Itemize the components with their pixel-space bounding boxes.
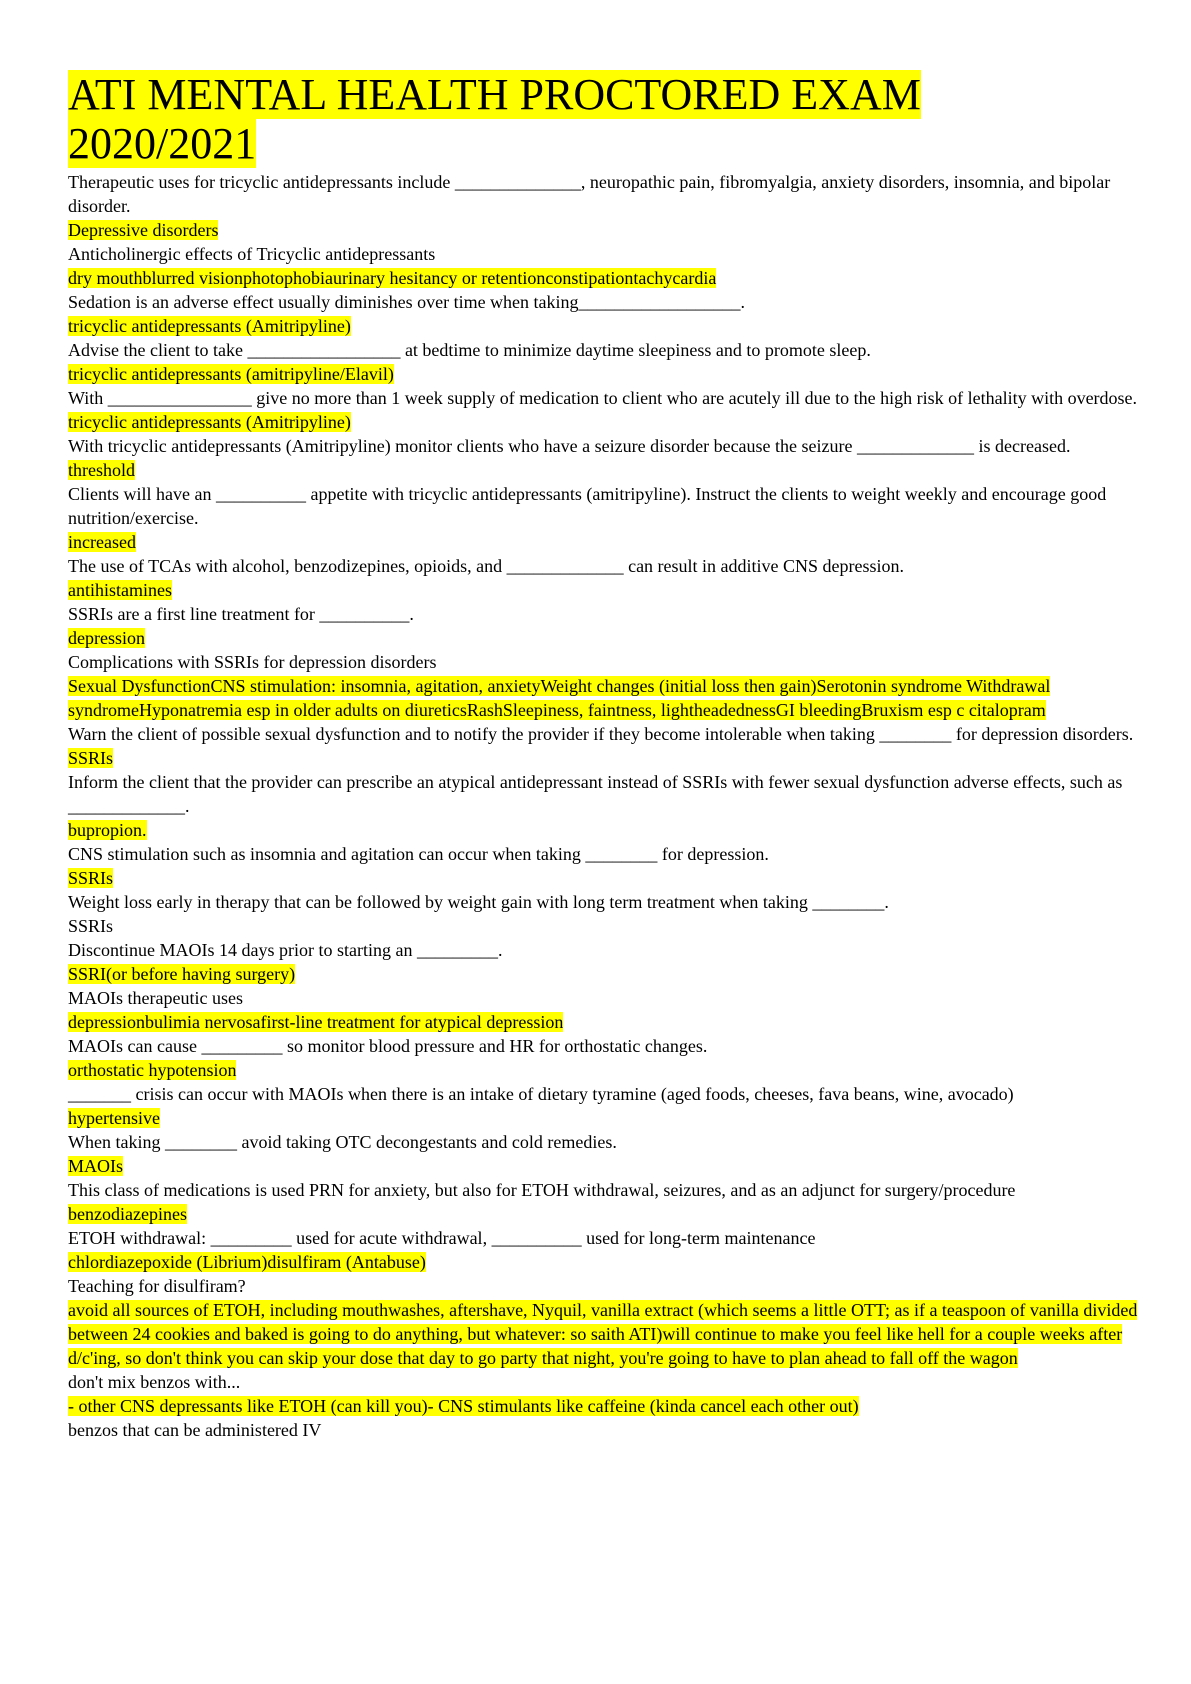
question-text [68,170,1138,218]
entry-text: With ________________ give no more than 1 week supply of medication to client who are acutely ill due to the high risk of lethality with overdose. [68,388,1138,408]
entry-text: Inform the client that the provider can prescribe an atypical antidepressant instead of SSRIs with fewer sexual dysfunction adverse effects, such as _____________. [68,772,1123,816]
answer-text [68,218,1138,242]
answer-text [68,1154,1138,1178]
question-text [68,554,1138,578]
entry-text: Sedation is an adverse effect usually diminishes over time when taking__________________. [68,292,746,312]
entry-text: tricyclic antidepressants (Amitripyline) [68,316,351,336]
answer-text [68,1250,1138,1274]
entry-text: depressionbulimia nervosafirst-line treatment for atypical depression [68,1012,564,1032]
entry-text: benzos that can be administered IV [68,1420,322,1440]
entry-text: SSRI(or before having surgery) [68,964,296,984]
entry-text: SSRIs [68,748,114,768]
answer-text [68,818,1138,842]
entry-text: The use of TCAs with alcohol, benzodizepines, opioids, and _____________ can result in additive CNS depression. [68,556,905,576]
entry-text: antihistamines [68,580,172,600]
question-text [68,938,1138,962]
answer-text [68,962,1138,986]
entry-text: Depressive disorders [68,220,219,240]
answer-text [68,626,1138,650]
title-line-1: ATI MENTAL HEALTH PROCTORED EXAM [68,70,921,119]
entry-text: threshold [68,460,135,480]
entry-text: Teaching for disulfiram? [68,1276,246,1296]
entry-text: hypertensive [68,1108,160,1128]
question-text [68,1082,1138,1106]
question-text [68,1418,1138,1442]
entry-text: SSRIs are a first line treatment for __________. [68,604,414,624]
entry-text: MAOIs [68,1156,124,1176]
entry-text: Clients will have an __________ appetite with tricyclic antidepressants (amitripyline). Instruct the clients to weight weekly and encourage good nutrition/exercise. [68,484,1107,528]
question-text [68,1226,1138,1250]
entry-text: Weight loss early in therapy that can be followed by weight gain with long term treatment when taking ________. [68,892,889,912]
entry-text: MAOIs can cause _________ so monitor blood pressure and HR for orthostatic changes. [68,1036,708,1056]
entry-text: When taking ________ avoid taking OTC decongestants and cold remedies. [68,1132,617,1152]
answer-text [68,266,1138,290]
entry-text: SSRIs [68,916,114,936]
entry-list [68,170,1138,1442]
question-text [68,434,1138,458]
answer-text [68,746,1138,770]
entry-text: CNS stimulation such as insomnia and agitation can occur when taking ________ for depression. [68,844,769,864]
question-text [68,722,1138,746]
entry-text: ETOH withdrawal: _________ used for acute withdrawal, __________ used for long-term maintenance [68,1228,816,1248]
entry-text: Anticholinergic effects of Tricyclic antidepressants [68,244,436,264]
entry-text: This class of medications is used PRN for anxiety, but also for ETOH withdrawal, seizures, and as an adjunct for surgery/procedure [68,1180,1016,1200]
question-text [68,914,1138,938]
entry-text: - other CNS depressants like ETOH (can kill you)- CNS stimulants like caffeine (kinda cancel each other out) [68,1396,859,1416]
entry-text: increased [68,532,136,552]
answer-text [68,1058,1138,1082]
answer-text [68,314,1138,338]
question-text [68,242,1138,266]
answer-text [68,866,1138,890]
entry-text: Discontinue MAOIs 14 days prior to starting an _________. [68,940,503,960]
answer-text [68,458,1138,482]
entry-text: tricyclic antidepressants (amitripyline/Elavil) [68,364,394,384]
answer-text [68,1298,1138,1370]
question-text [68,770,1138,818]
entry-text: SSRIs [68,868,114,888]
entry-text: Warn the client of possible sexual dysfunction and to notify the provider if they become intolerable when taking ________ for depression disorders. [68,724,1134,744]
question-text [68,290,1138,314]
question-text [68,482,1138,530]
question-text [68,1178,1138,1202]
answer-text [68,410,1138,434]
question-text [68,1274,1138,1298]
answer-text [68,1010,1138,1034]
document-title [68,70,1138,168]
question-text [68,650,1138,674]
answer-text [68,1202,1138,1226]
question-text [68,1034,1138,1058]
question-text [68,1370,1138,1394]
entry-text: With tricyclic antidepressants (Amitripyline) monitor clients who have a seizure disorder because the seizure _____________ is decreased. [68,436,1071,456]
entry-text: benzodiazepines [68,1204,187,1224]
document-page [68,70,1138,1442]
entry-text: depression [68,628,145,648]
entry-text: Complications with SSRIs for depression disorders [68,652,437,672]
entry-text: avoid all sources of ETOH, including mouthwashes, aftershave, Nyquil, vanilla extract (which seems a little OTT; as if a teaspoon of vanilla divided between 24 cookies and baked is going to do anything, but whatever: so saith ATI)will continue to make you feel like hell for a couple weeks after d/c'ing, so don't think you can skip your dose that day to go party that night, you're going to have to plan ahead to fall off the wagon [68,1300,1138,1368]
answer-text [68,530,1138,554]
question-text [68,986,1138,1010]
entry-text: dry mouthblurred visionphotophobiaurinary hesitancy or retentionconstipationtachycardia [68,268,717,288]
answer-text [68,674,1138,722]
entry-text: Advise the client to take _________________ at bedtime to minimize daytime sleepiness and to promote sleep. [68,340,871,360]
question-text [68,386,1138,410]
entry-text: don't mix benzos with... [68,1372,241,1392]
answer-text [68,1394,1138,1418]
entry-text: MAOIs therapeutic uses [68,988,243,1008]
question-text [68,1130,1138,1154]
entry-text: chlordiazepoxide (Librium)disulfiram (Antabuse) [68,1252,426,1272]
entry-text: tricyclic antidepressants (Amitripyline) [68,412,351,432]
entry-text: bupropion. [68,820,147,840]
entry-text: Sexual DysfunctionCNS stimulation: insomnia, agitation, anxietyWeight changes (initial loss then gain)Serotonin syndrome Withdrawal syndromeHyponatremia esp in older adults on diureticsRashSleepiness, faintness, lightheadednessGI bleedingBruxism esp c citalopram [68,676,1051,720]
question-text [68,602,1138,626]
question-text [68,842,1138,866]
question-text [68,890,1138,914]
answer-text [68,362,1138,386]
entry-text: Therapeutic uses for tricyclic antidepressants include ______________, neuropathic pain, fibromyalgia, anxiety disorders, insomnia, and bipolar disorder. [68,172,1111,216]
answer-text [68,578,1138,602]
answer-text [68,1106,1138,1130]
entry-text: orthostatic hypotension [68,1060,237,1080]
title-line-2: 2020/2021 [68,119,257,168]
question-text [68,338,1138,362]
entry-text: _______ crisis can occur with MAOIs when there is an intake of dietary tyramine (aged foods, cheeses, fava beans, wine, avocado) [68,1084,1014,1104]
